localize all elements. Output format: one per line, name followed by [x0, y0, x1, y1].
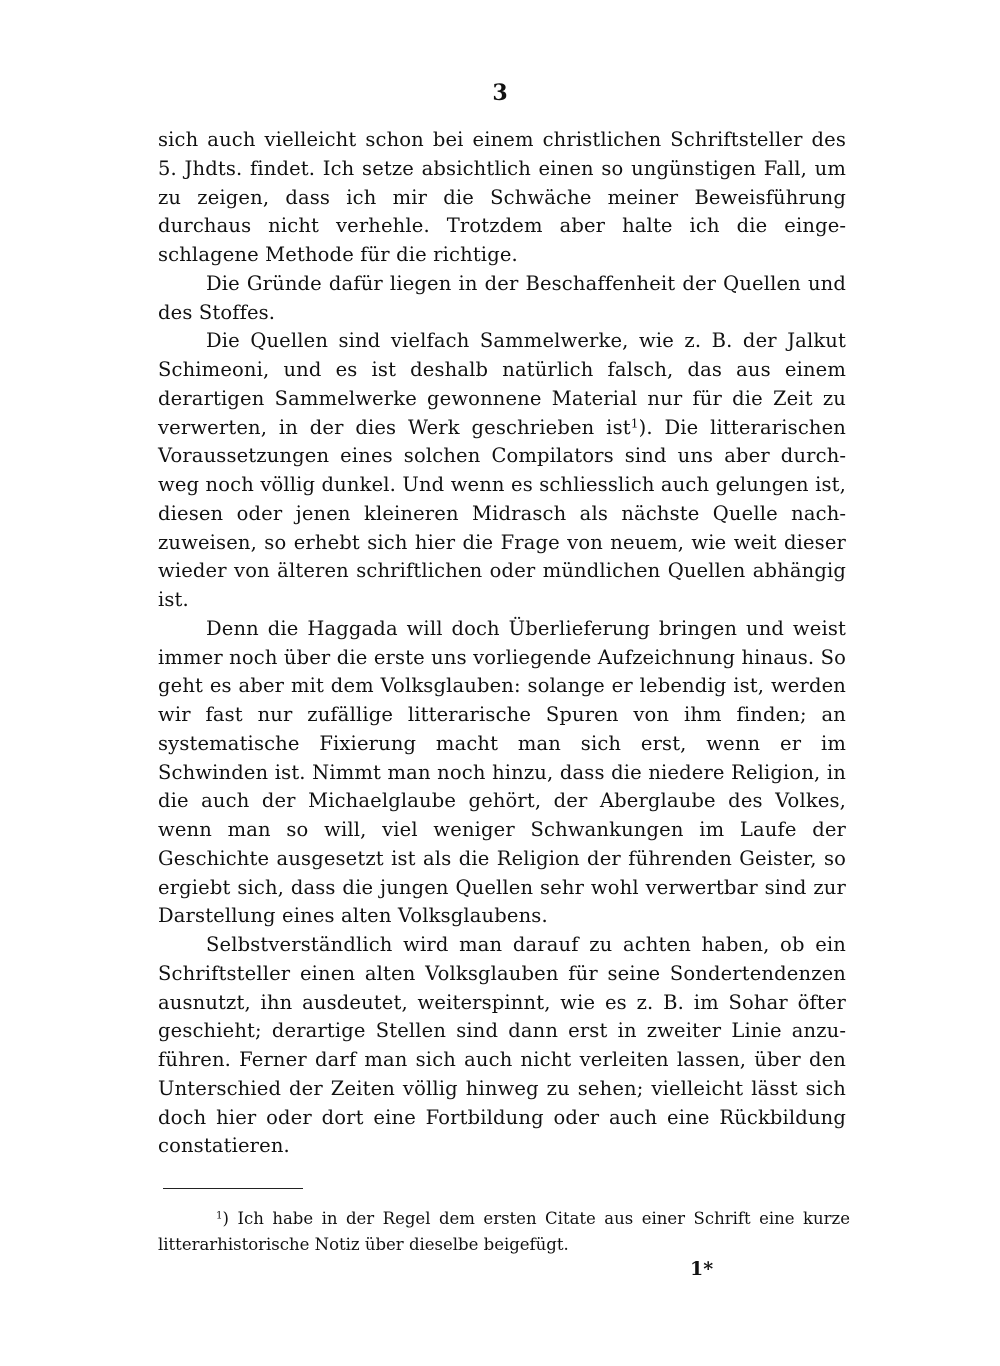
footnote-reference[interactable]: 1: [630, 415, 639, 430]
footnote-text: Ich habe in der Regel dem ersten Citate aus einer Schrift eine kurze litterarhistorische Notiz über dieselbe beigefügt.: [158, 1209, 850, 1254]
signature-mark: 1*: [690, 1258, 714, 1280]
paragraph-reasons: Die Gründe dafür liegen in der Beschaffenheit der Quellen und des Stoffes.: [158, 271, 846, 324]
paragraph-sources-text: Die Quellen sind vielfach Sammelwerke, wie z. B. der Jalkut Schimeoni, und es ist deshalb natürlich falsch, das aus einem derartigen Sammelwerke gewonnene Material nur für die Zeit zu verwerten, in der dies Werk geschrieben ist: [158, 329, 846, 439]
footnote-marker: 1: [216, 1210, 223, 1222]
footnote-divider: [163, 1188, 303, 1189]
paragraph-haggada: Denn die Haggada will doch Überlieferung bringen und weist immer noch über die erste uns vorliegende Aufzeichnung hinaus. So geht es aber mit dem Volksglauben: solange er lebendig ist, werden wir fast nur zufällige litterarische Spuren von ihm finden; an systematische Fixierung macht man sich erst, wenn er im Schwinden ist. Nimmt man noch hinzu, dass die niedere Religion, in die auch der Michaelglaube gehört, der Aberglaube des Volkes, wenn man so will, viel weniger Schwankungen im Laufe der Geschichte ausgesetzt ist als die Religion der führenden Geister, so ergiebt sich, dass die jungen Quellen sehr wohl verwertbar sind zur Darstellung eines alten Volksglaubens.: [158, 616, 847, 928]
paragraph-sources: [158, 327, 846, 615]
paragraph-caution: Selbstverständlich wird man darauf zu achten haben, ob ein Schriftsteller einen alten Volksglauben für seine Sondertendenzen ausnutzt, ihn ausdeutet, weiterspinnt, wie es z. B. im Sohar öfter geschieht; derartige Stellen sind dann erst in zweiter Linie anzuführen. Ferner darf man sich auch nicht verleiten lassen, über den Unterschied der Zeiten völlig hinweg zu sehen; vielleicht lässt sich doch hier oder dort eine Fortbildung oder auch eine Rückbildung constatieren.: [158, 933, 846, 1158]
body-text: [158, 126, 846, 1161]
page-number: 3: [492, 80, 508, 106]
paragraph-continuation: sich auch vielleicht schon bei einem christlichen Schriftsteller des 5. Jhdts. findet. Ich setze absichtlich einen so ungünstigen Fall, um zu zeigen, dass ich mir die Schwäche meiner Beweisführung durchaus nicht verhehle. Trotzdem aber halte ich die eingeschlagene Methode für die richtige.: [158, 128, 846, 266]
paragraph-sources-tail: ). Die litterarischen Voraussetzungen eines solchen Compilators sind uns aber durchweg noch völlig dunkel. Und wenn es schliesslich auch gelungen ist, diesen oder jenen kleineren Midrasch als nächste Quelle nachzuweisen, so erhebt sich hier die Frage von neuem, wie weit dieser wieder von älteren schriftlichen oder mündlichen Quellen abhängig ist.: [158, 415, 847, 611]
footnote: [158, 1206, 850, 1258]
footnote-paren: ): [222, 1209, 229, 1228]
